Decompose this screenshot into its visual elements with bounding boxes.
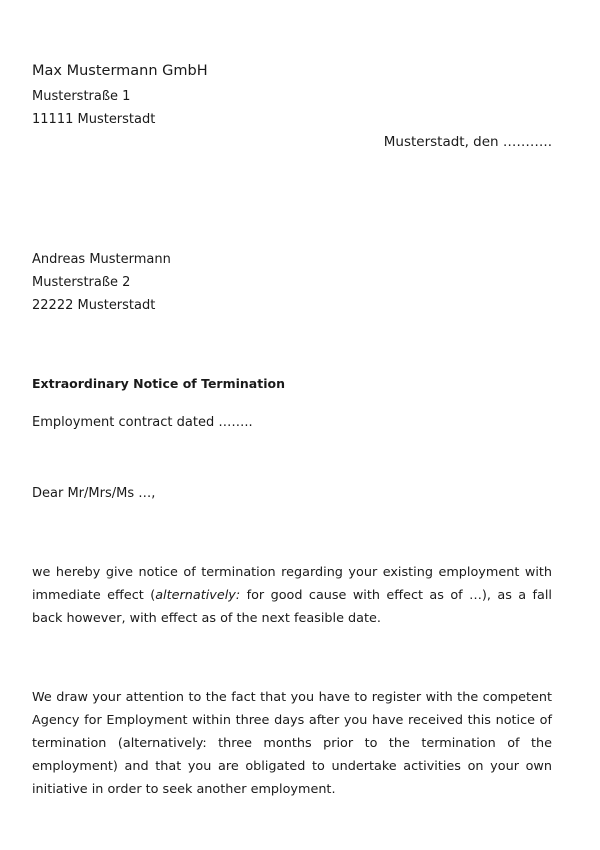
recipient-name: Andreas Mustermann: [32, 252, 171, 267]
place-date: Musterstadt, den ………..: [383, 134, 552, 150]
paragraph-termination-after: for good cause with effect as of …), as a fall back however, with effect as of the next feasible date.: [32, 588, 552, 626]
recipient-address: [32, 248, 171, 317]
recipient-city: 22222 Musterstadt: [32, 298, 156, 313]
recipient-street: Musterstraße 2: [32, 275, 131, 290]
subject-line: Extraordinary Notice of Termination: [32, 376, 285, 391]
paragraph-agency-notice: We draw your attention to the fact that you have to register with the competent Agency for Employment within three days after you have received this notice of termination (alternatively: three months prior to the termination of the employment) and that you are obligated to undertake activities on your own initiative in order to seek another employment.: [32, 690, 552, 797]
paragraph-termination: [32, 561, 552, 630]
sender-city: 11111 Musterstadt: [32, 112, 156, 127]
sender-street: Musterstraße 1: [32, 89, 131, 104]
salutation: Dear Mr/Mrs/Ms …,: [32, 486, 156, 501]
sender-company: Max Mustermann GmbH: [32, 63, 208, 79]
sender-address: [32, 61, 208, 131]
reference-line: Employment contract dated ……..: [32, 415, 253, 430]
paragraph-termination-italic: alternatively:: [155, 588, 241, 603]
paragraph-termination-before: we hereby give notice of termination regarding your existing employment with immediate effect (: [32, 565, 552, 603]
